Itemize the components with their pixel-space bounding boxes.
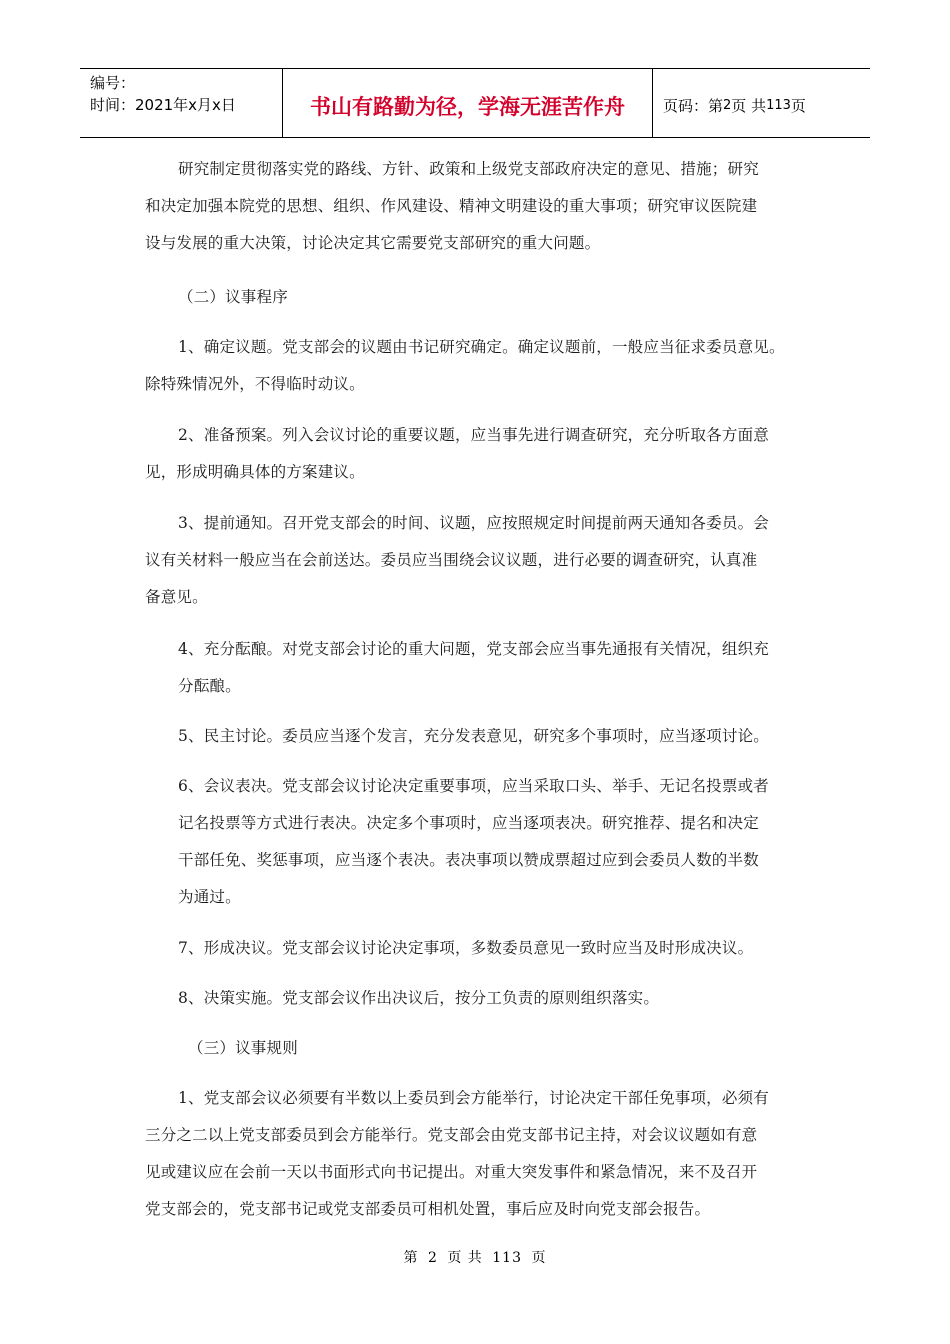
heading-text: （二）议事程序 [178, 288, 288, 306]
text-line: 为通过。 [178, 888, 241, 906]
footer-mid: 页 共 [447, 1250, 483, 1266]
text-line: 干部任免、奖惩事项，应当逐个表决。表决事项以赞成票超过应到会委员人数的半数 [178, 851, 759, 869]
section-heading-procedure [145, 279, 815, 316]
text-line: 2、准备预案。列入会议讨论的重要议题，应当事先进行调查研究，充分听取各方面意 [178, 426, 769, 444]
document-number-label: 编号： [90, 74, 136, 92]
text-line: 和决定加强本院党的思想、组织、作风建设、精神文明建设的重大事项；研究审议医院建 [145, 197, 758, 215]
text-line: 党支部会的，党支部书记或党支部委员可相机处置，事后应及时向党支部会报告。 [145, 1200, 711, 1218]
footer-prefix: 第 [403, 1250, 419, 1266]
text-line: 6、会议表决。党支部会议讨论决定重要事项，应当采取口头、举手、无记名投票或者 [178, 777, 769, 795]
paragraph-item-5 [145, 718, 815, 755]
paragraph-item-7 [145, 930, 815, 967]
header-page-current: 2 [723, 97, 732, 113]
text-line: 见或建议应在会前一天以书面形式向书记提出。对重大突发事件和紧急情况，来不及召开 [145, 1163, 758, 1181]
paragraph-item-2 [145, 417, 815, 491]
paragraph-item-1 [145, 329, 815, 403]
text-line: 记名投票等方式进行表决。决定多个事项时，应当逐项表决。研究推荐、提名和决定 [178, 814, 759, 832]
header-page-info [653, 69, 870, 137]
paragraph-item-3 [145, 505, 815, 616]
heading-text: （三）议事规则 [188, 1039, 298, 1057]
text-line: 3、提前通知。召开党支部会的时间、议题，应按照规定时间提前两天通知各委员。会 [178, 514, 769, 532]
paragraph-rule-1 [145, 1080, 815, 1228]
page-footer [0, 1247, 950, 1267]
header-motto: 书山有路勤为径，学海无涯苦作舟 [283, 69, 653, 137]
paragraph-item-6 [145, 768, 815, 916]
text-line: 4、充分酝酿。对党支部会讨论的重大问题，党支部会应当事先通报有关情况，组织充 [178, 640, 769, 658]
footer-suffix: 页 [531, 1250, 547, 1266]
text-line: 1、党支部会议必须要有半数以上委员到会方能举行，讨论决定干部任免事项，必须有 [178, 1089, 769, 1107]
footer-page-current: 2 [427, 1250, 438, 1266]
header-page-prefix: 页码：第 [663, 96, 724, 115]
text-line: 三分之二以上党支部委员到会方能举行。党支部会由党支部书记主持，对会议议题如有意 [145, 1126, 758, 1144]
text-line: 分酝酿。 [178, 677, 241, 695]
text-line: 见，形成明确具体的方案建议。 [145, 463, 365, 481]
header-page-total: 113 [766, 97, 791, 113]
header-page-suffix: 页 [790, 96, 806, 115]
document-time-label: 时间：2021年x月x日 [90, 96, 236, 114]
text-line: 除特殊情况外，不得临时动议。 [145, 375, 365, 393]
text-line: 5、民主讨论。委员应当逐个发言，充分发表意见，研究多个事项时，应当逐项讨论。 [178, 727, 769, 745]
text-line: 7、形成决议。党支部会议讨论决定事项，多数委员意见一致时应当及时形成决议。 [178, 939, 754, 957]
page-header [80, 68, 870, 138]
text-line: 1、确定议题。党支部会的议题由书记研究确定。确定议题前，一般应当征求委员意见。 [178, 338, 785, 356]
section-heading-rules [145, 1030, 815, 1067]
paragraph-item-8 [145, 980, 815, 1017]
paragraph-item-4 [145, 631, 815, 705]
header-page-mid: 页 共 [731, 96, 767, 115]
text-line: 研究制定贯彻落实党的路线、方针、政策和上级党支部政府决定的意见、措施；研究 [178, 160, 759, 178]
header-meta [80, 69, 283, 137]
paragraph-scope [145, 151, 815, 262]
text-line: 备意见。 [145, 588, 208, 606]
text-line: 8、决策实施。党支部会议作出决议后，按分工负责的原则组织落实。 [178, 989, 660, 1007]
text-line: 议有关材料一般应当在会前送达。委员应当围绕会议议题，进行必要的调查研究，认真准 [145, 551, 758, 569]
footer-page-total: 113 [492, 1250, 522, 1266]
text-line: 设与发展的重大决策，讨论决定其它需要党支部研究的重大问题。 [145, 234, 601, 252]
